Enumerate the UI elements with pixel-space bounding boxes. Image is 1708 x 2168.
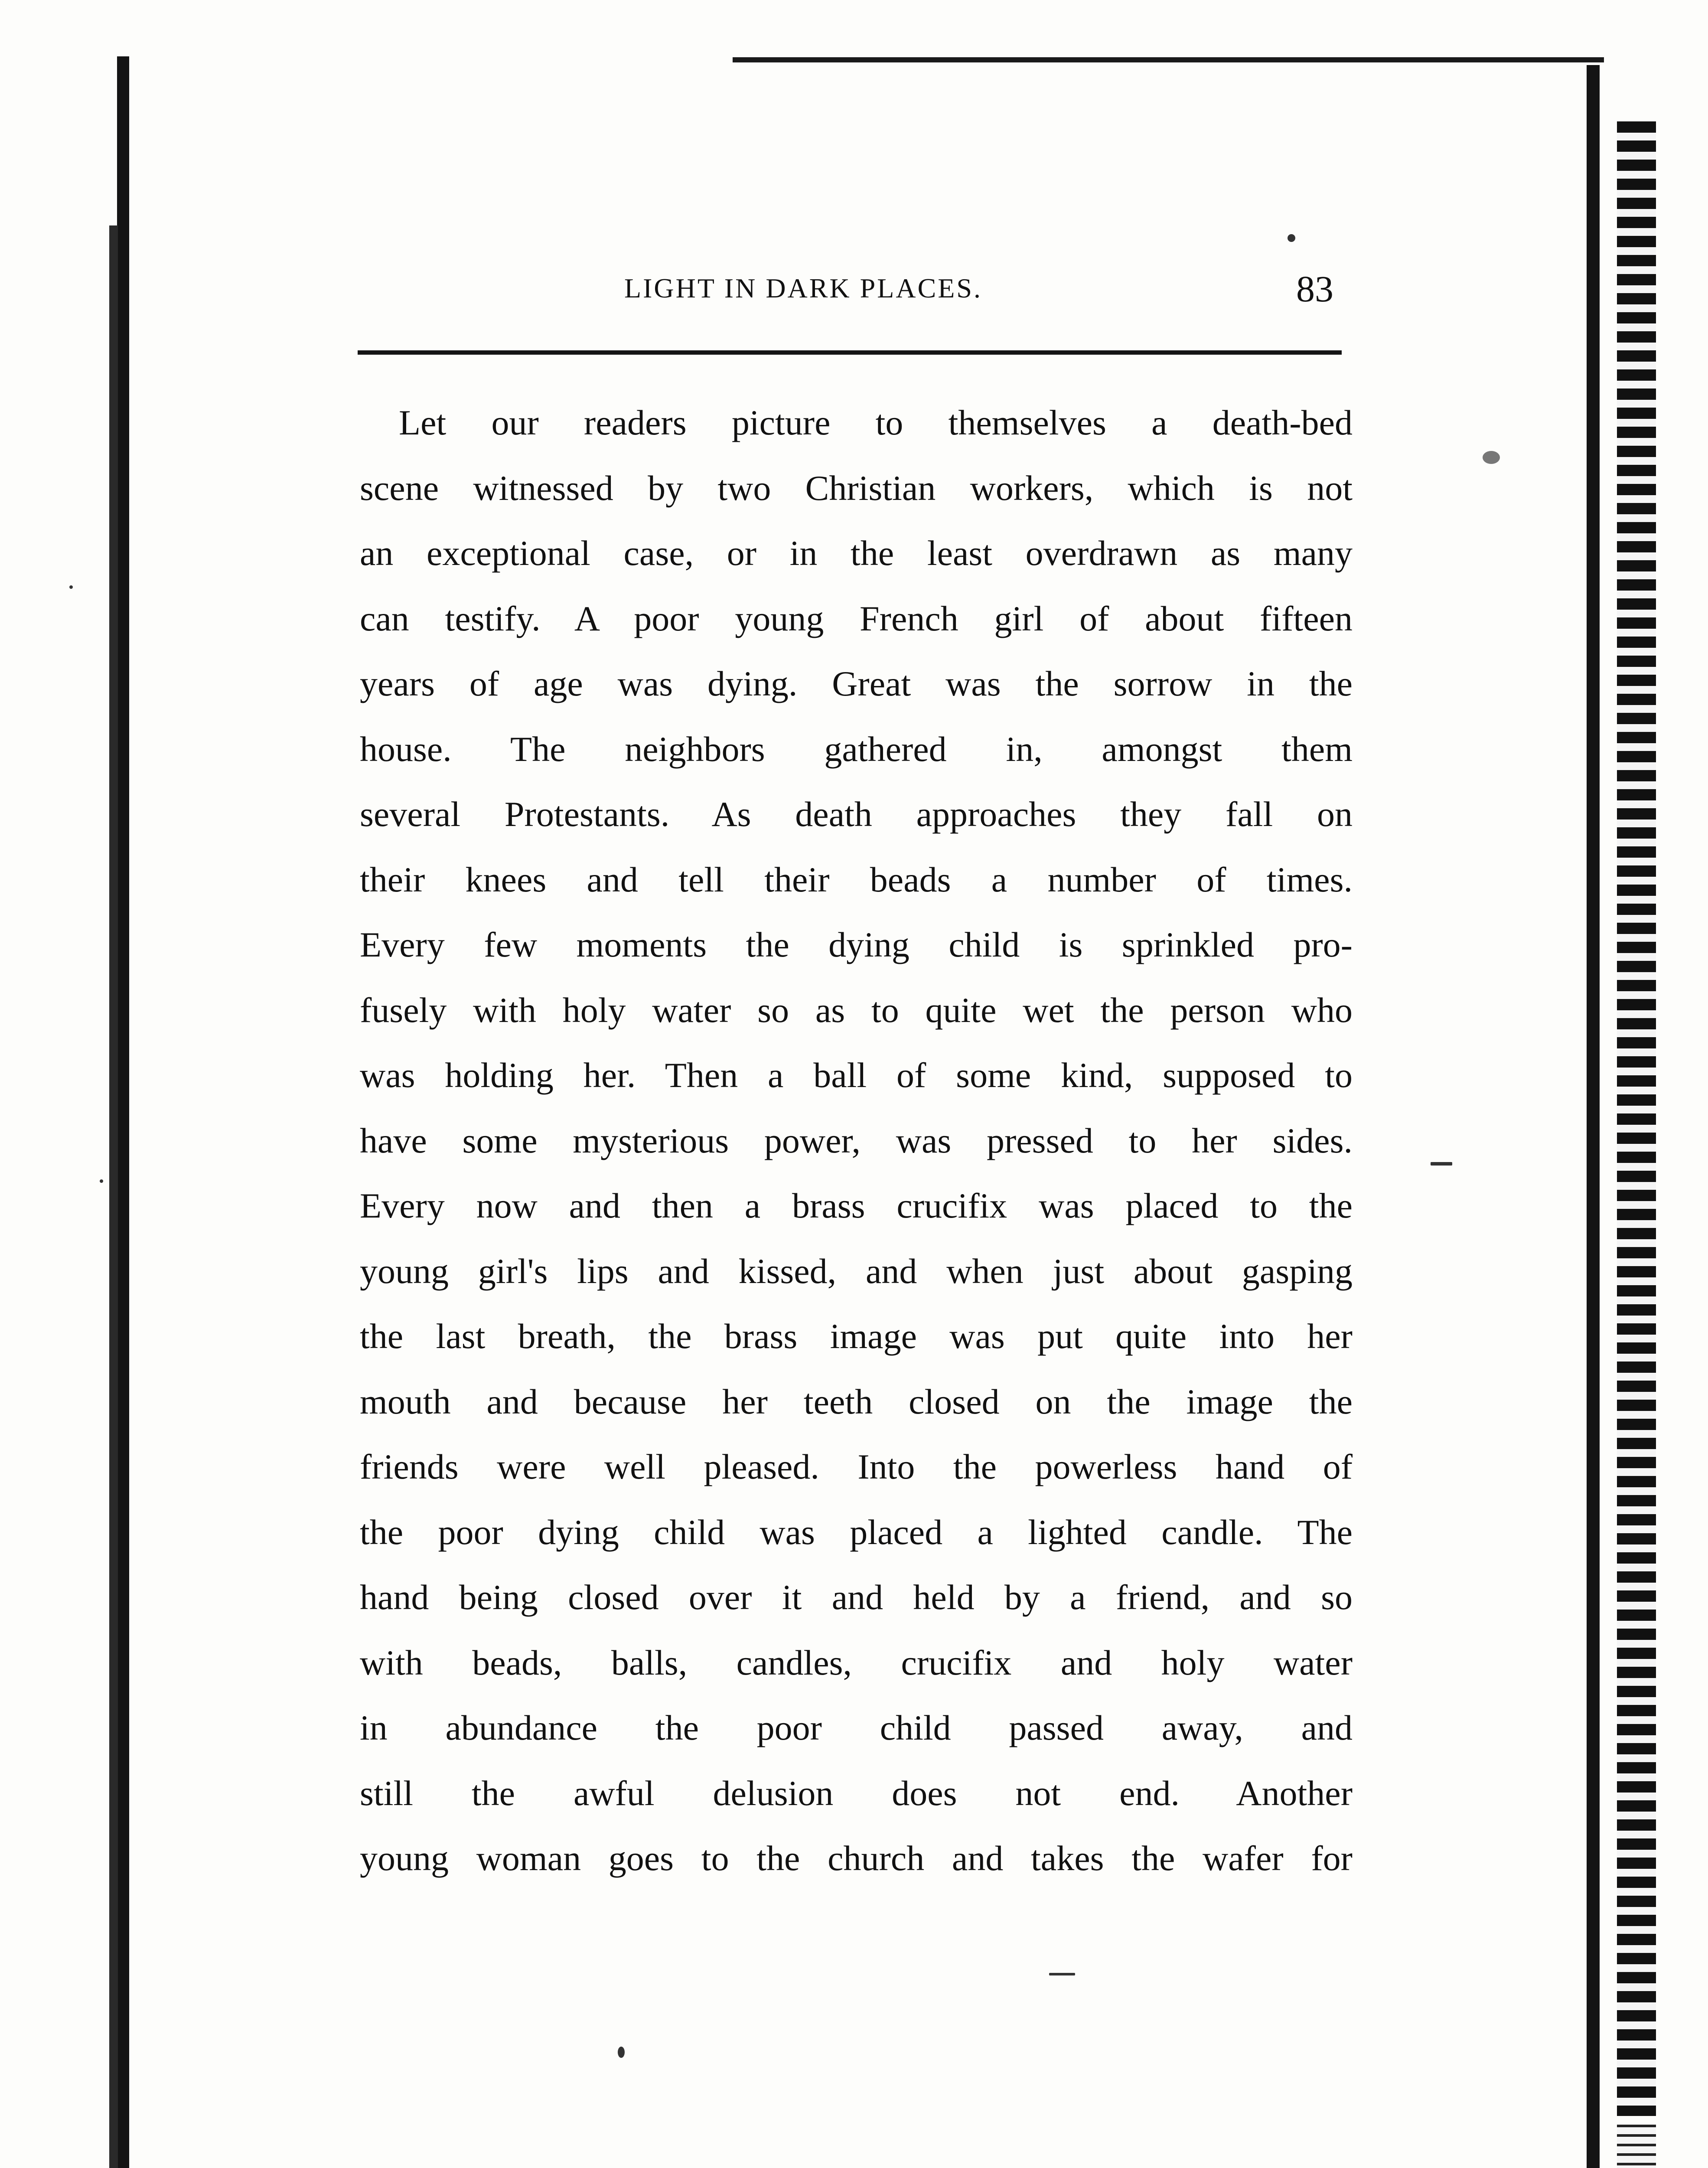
text-line: Every few moments the dying child is sprinkled pro- — [360, 925, 1353, 964]
text-line: several Protestants. As death approaches they fall on — [360, 794, 1353, 834]
top-page-edge — [733, 57, 1604, 62]
text-line: fusely with holy water so as to quite wet the person who — [360, 990, 1353, 1030]
page-edge-stack — [1617, 121, 1656, 2116]
scan-speck — [1431, 1162, 1452, 1166]
text-line: an exceptional case, or in the least overdrawn as many — [360, 533, 1353, 573]
text-line: was holding her. Then a ball of some kind, supposed to — [360, 1055, 1353, 1095]
text-line: scene witnessed by two Christian workers, which is not — [360, 468, 1353, 508]
running-head: LIGHT IN DARK PLACES. — [624, 273, 982, 304]
scan-speck — [69, 585, 73, 589]
body-text — [360, 390, 1353, 1891]
text-line: have some mysterious power, was pressed to her sides. — [360, 1120, 1353, 1160]
scan-speck — [100, 1179, 103, 1183]
text-line: with beads, balls, candles, crucifix and holy water — [360, 1642, 1353, 1682]
header-rule — [358, 350, 1342, 355]
text-line: Every now and then a brass crucifix was placed to the — [360, 1186, 1353, 1225]
text-line: still the awful delusion does not end. Another — [360, 1773, 1353, 1813]
left-binding-shadow — [109, 225, 118, 2168]
text-line: can testify. A poor young French girl of about fifteen — [360, 598, 1353, 638]
text-line: the poor dying child was placed a lighted candle. The — [360, 1512, 1353, 1552]
text-line: their knees and tell their beads a number of times. — [360, 859, 1353, 899]
text-line: Let our readers picture to themselves a death-bed — [399, 403, 1353, 442]
left-binding-edge — [117, 56, 129, 2168]
scan-speck — [618, 2047, 625, 2058]
text-line: years of age was dying. Great was the sorrow in the — [360, 664, 1353, 703]
scan-speck — [1483, 451, 1500, 464]
text-line: hand being closed over it and held by a friend, and so — [360, 1577, 1353, 1617]
scan-speck — [1049, 1973, 1075, 1975]
text-line: mouth and because her teeth closed on the image the — [360, 1381, 1353, 1421]
text-line: in abundance the poor child passed away, and — [360, 1708, 1353, 1747]
page-edge-stack-lower — [1617, 2125, 1656, 2168]
text-line: young woman goes to the church and takes the wafer for — [360, 1838, 1353, 1878]
right-binding-edge — [1587, 65, 1600, 2168]
text-line: young girl's lips and kissed, and when just about gasping — [360, 1251, 1353, 1291]
text-line: friends were well pleased. Into the powerless hand of — [360, 1447, 1353, 1486]
page-number: 83 — [1296, 268, 1333, 310]
scan-speck — [1288, 234, 1295, 242]
text-line: the last breath, the brass image was put quite into her — [360, 1316, 1353, 1356]
text-line: house. The neighbors gathered in, amongst them — [360, 729, 1353, 769]
